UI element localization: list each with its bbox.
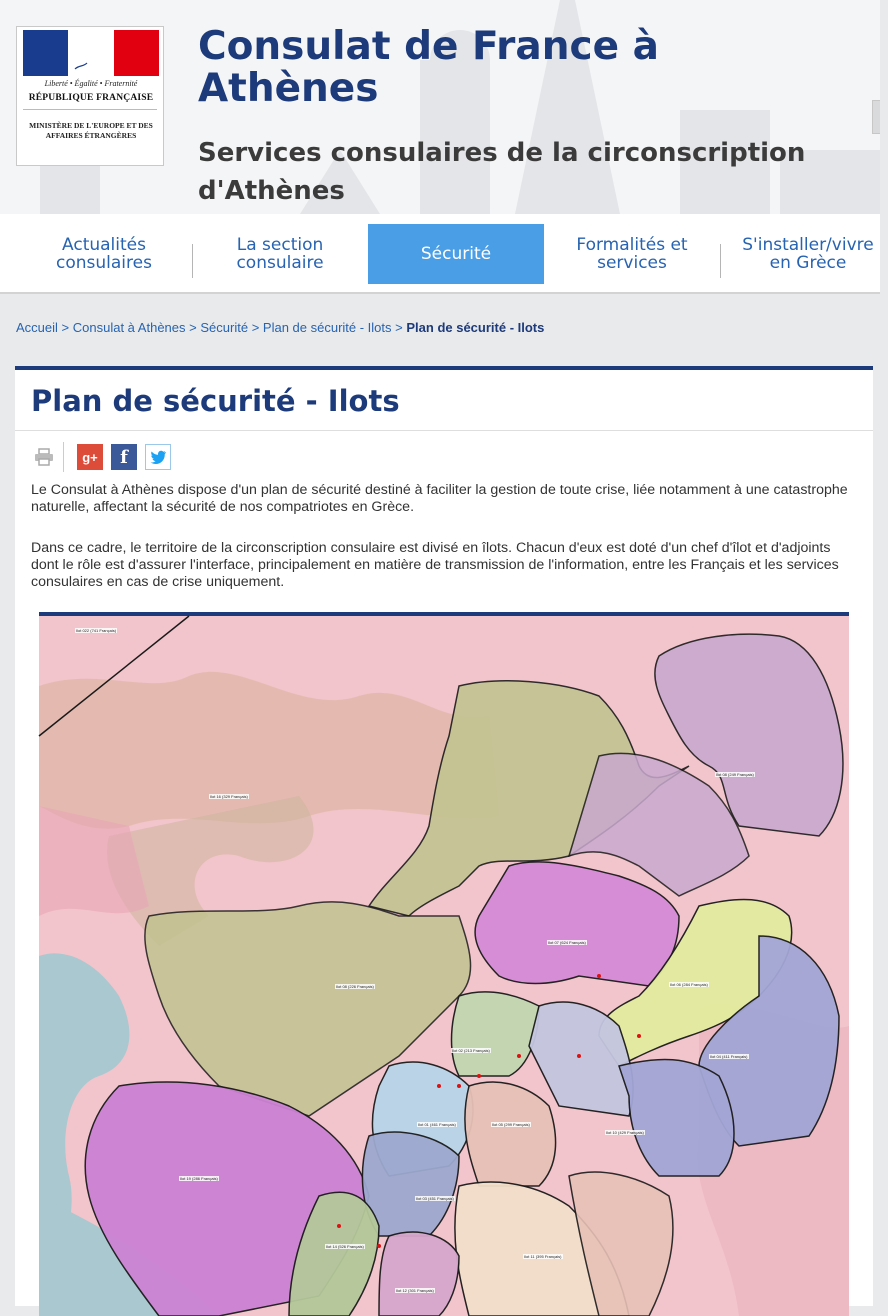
facebook-label: f bbox=[120, 446, 128, 468]
header-side-tab[interactable] bbox=[872, 100, 880, 134]
nav-item-label: en Grèce bbox=[769, 253, 847, 273]
intro-paragraph: Le Consulat à Athènes dispose d'un plan de sécurité destiné à faciliter la gestion de toute crise, liée notamment à une catastrophe naturelle, affectant la sécurité de nos compatriotes en Grèce. bbox=[31, 482, 848, 515]
nav-item-label: services bbox=[597, 253, 667, 273]
breadcrumb-separator: > bbox=[251, 320, 260, 335]
facebook-icon[interactable] bbox=[111, 444, 137, 470]
map-label: Ilot 022 (741 Français) bbox=[76, 628, 117, 633]
nav-item-label: S'installer/vivre bbox=[742, 235, 874, 255]
map-label: Ilot 14 (526 Français) bbox=[326, 1244, 364, 1249]
breadcrumb-separator: > bbox=[395, 320, 403, 335]
nav-item-label: consulaires bbox=[56, 253, 152, 273]
breadcrumb-link-plan[interactable]: Plan de sécurité - Ilots bbox=[262, 320, 392, 335]
nav-item-actualites[interactable] bbox=[26, 236, 182, 276]
map-label: Ilot 11 (395 Français) bbox=[524, 1254, 562, 1259]
title-divider bbox=[15, 430, 873, 431]
logo-divider bbox=[23, 109, 157, 110]
article bbox=[15, 366, 873, 1306]
site-subtitle: Services consulaires de la circonscription d'Athènes bbox=[198, 138, 806, 206]
republique-francaise-logo[interactable] bbox=[16, 26, 164, 166]
breadcrumb bbox=[16, 320, 544, 335]
nav-item-sinstaller[interactable] bbox=[728, 236, 888, 276]
security-zones-map[interactable] bbox=[39, 612, 849, 1312]
breadcrumb-link-accueil[interactable]: Accueil bbox=[16, 320, 58, 335]
site-header bbox=[0, 0, 880, 214]
breadcrumb-current: Plan de sécurité - Ilots bbox=[406, 320, 545, 335]
nav-item-formalites[interactable] bbox=[552, 236, 712, 276]
map-label: Ilot 08 (226 Français) bbox=[336, 984, 374, 989]
map-label: Ilot 10 (429 Français) bbox=[606, 1130, 644, 1135]
logo-motto: Liberté • Égalité • Fraternité bbox=[44, 79, 138, 88]
nav-item-section-consulaire[interactable] bbox=[202, 236, 358, 276]
nav-divider bbox=[720, 244, 721, 278]
map-label: Ilot 16 (329 Français) bbox=[210, 794, 248, 799]
share-divider bbox=[63, 442, 64, 472]
breadcrumb-separator: > bbox=[61, 320, 70, 335]
map-label: Ilot 03 (451 Français) bbox=[416, 1196, 454, 1201]
nav-item-label: consulaire bbox=[236, 253, 324, 273]
google-plus-icon[interactable] bbox=[77, 444, 103, 470]
logo-republique: RÉPUBLIQUE FRANÇAISE bbox=[28, 93, 154, 103]
nav-divider bbox=[192, 244, 193, 278]
map-graphic bbox=[39, 616, 849, 1316]
google-plus-label: g+ bbox=[82, 449, 98, 465]
logo-ministere: MINISTÈRE DE L'EUROPE ET DES AFFAIRES ÉTRANGÈRES bbox=[29, 121, 153, 140]
main-nav bbox=[0, 214, 880, 294]
details-paragraph: Dans ce cadre, le territoire de la circonscription consulaire est divisé en îlots. Chacun d'eux est doté d'un chef d'îlot et d'adjoints dont le rôle est d'assurer l'interface, principalement en matière de transmission de l'information, entre les Français et les services consulaires en cas de crise uniquement. bbox=[31, 540, 839, 590]
print-icon[interactable] bbox=[31, 444, 57, 470]
map-label: Ilot 19 (286 Français) bbox=[180, 1176, 218, 1181]
twitter-icon[interactable] bbox=[145, 444, 171, 470]
map-label: Ilot 05 (299 Français) bbox=[492, 1122, 530, 1127]
marianne-icon bbox=[53, 33, 113, 75]
map-label: Ilot 08 (249 Français) bbox=[716, 772, 754, 777]
nav-item-label: La section bbox=[236, 235, 324, 255]
site-title[interactable]: Consulat de France à Athènes bbox=[198, 24, 659, 111]
map-label: Ilot 07 (624 Français) bbox=[548, 940, 586, 945]
nav-item-label: Sécurité bbox=[420, 244, 492, 264]
map-label: Ilot 06 (284 Français) bbox=[670, 982, 708, 987]
page-title: Plan de sécurité - Ilots bbox=[31, 384, 400, 418]
map-label: Ilot 12 (301 Français) bbox=[396, 1288, 434, 1293]
breadcrumb-separator: > bbox=[189, 320, 197, 335]
nav-item-securite[interactable] bbox=[368, 224, 544, 284]
nav-item-label: Formalités et bbox=[576, 235, 688, 255]
nav-item-label: Actualités bbox=[62, 235, 146, 255]
map-label: Ilot 01 (461 Français) bbox=[418, 1122, 456, 1127]
map-label: Ilot 02 (213 Français) bbox=[452, 1048, 490, 1053]
breadcrumb-link-consulat[interactable]: Consulat à Athènes bbox=[72, 320, 186, 335]
map-label: Ilot 04 (411 Français) bbox=[710, 1054, 748, 1059]
breadcrumb-link-securite[interactable]: Sécurité bbox=[200, 320, 249, 335]
